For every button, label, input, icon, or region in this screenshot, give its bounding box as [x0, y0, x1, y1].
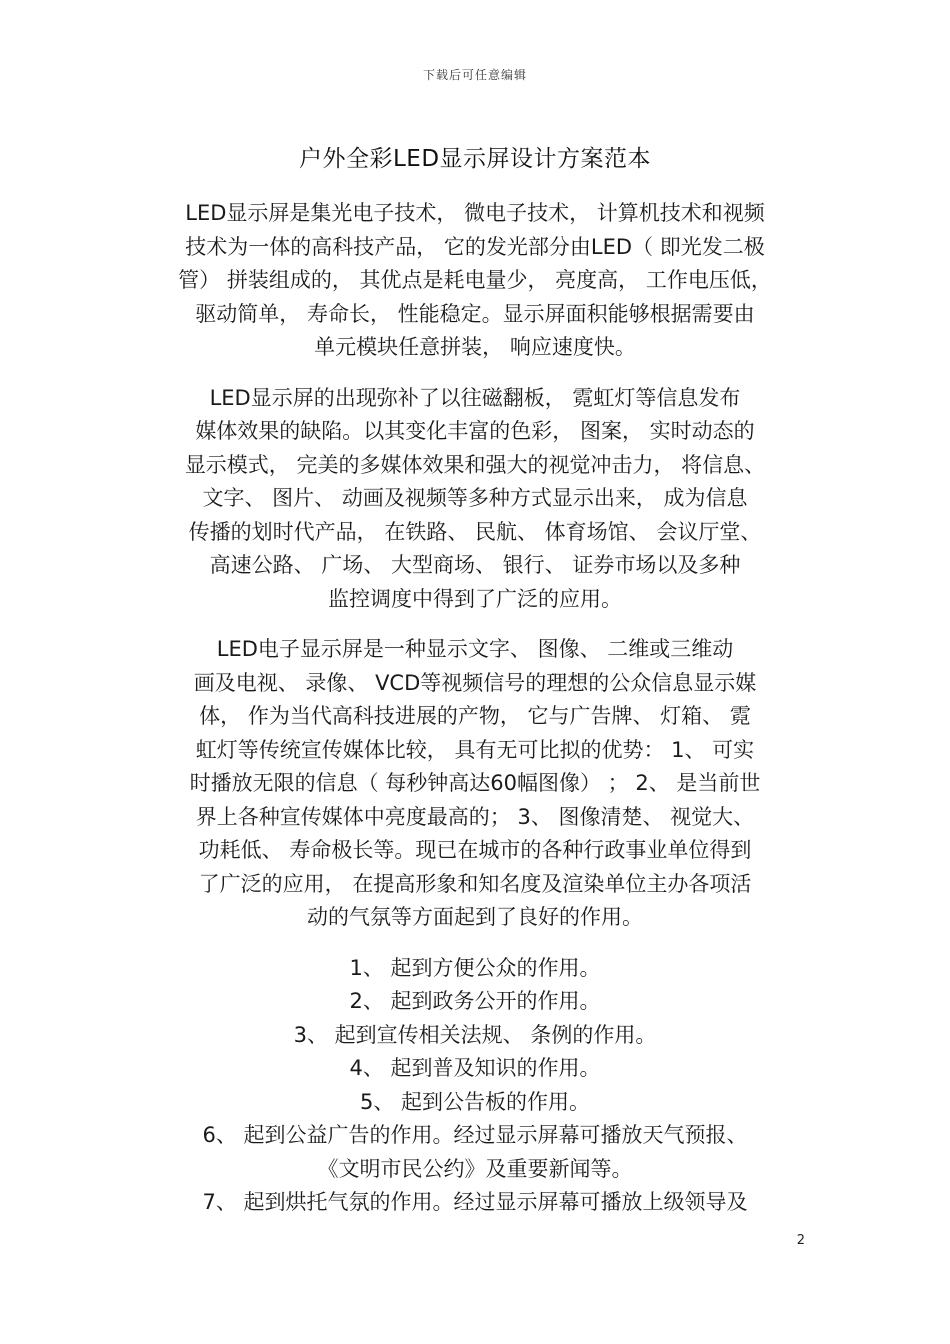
paragraph-line: 体， 作为当代高科技进展的产物， 它与广告牌、 灯箱、 霓	[199, 704, 751, 728]
list-item: 5、 起到公告板的作用。	[359, 1089, 591, 1114]
paragraph-line: 虹灯等传统宣传媒体比较， 具有无可比拟的优势： 1、 可实	[195, 737, 755, 762]
list-item: 《文明市民公约》及重要新闻等。	[317, 1156, 633, 1181]
list-item: 4、 起到普及知识的作用。	[349, 1056, 601, 1080]
paragraph-line: 技术为一体的高科技产品， 它的发光部分由LED（ 即光发二极	[185, 234, 765, 259]
list-item: 6、 起到公益广告的作用。经过显示屏幕可播放天气预报、	[202, 1123, 748, 1147]
paragraph-line: 高速公路、 广场、 大型商场、 银行、 证券市场以及多种	[209, 553, 741, 577]
header-note: 下载后可任意编辑	[422, 68, 527, 82]
paragraph-media	[160, 633, 790, 935]
paragraph-line: 动的气氛等方面起到了良好的作用。	[307, 905, 643, 929]
document-title: 户外全彩LED显示屏设计方案范本	[298, 146, 652, 172]
paragraph-line: 文字、 图片、 动画及视频等多种方式显示出来， 成为信息	[202, 486, 748, 510]
paragraph-line: 界上各种宣传媒体中亮度最高的； 3、 图像清楚、 视觉大、	[195, 804, 755, 829]
paragraph-line: 功耗低、 寿命极长等。现已在城市的各种行政事业单位得到	[198, 838, 752, 862]
paragraph-line: 管） 拼装组成的， 其优点是耗电量少， 亮度高， 工作电压低，	[178, 268, 772, 292]
paragraph-line: 监控调度中得到了广泛的应用。	[328, 586, 622, 611]
paragraph-line: 媒体效果的缺陷。以其变化丰富的色彩， 图案， 实时动态的	[195, 419, 755, 443]
paragraph-line: 画及电视、 录像、 VCD等视频信号的理想的公众信息显示媒	[193, 670, 757, 695]
paragraph-line: 单元模块任意拼装， 响应速度快。	[314, 335, 636, 359]
paragraph-line: 驱动简单， 寿命长， 性能稳定。显示屏面积能够根据需要由	[195, 301, 755, 326]
paragraph-line: 显示模式， 完美的多媒体效果和强大的视觉冲击力， 将信息、	[184, 452, 766, 477]
list-item: 2、 起到政务公开的作用。	[349, 989, 601, 1013]
paragraph-line: 了广泛的应用， 在提高形象和知名度及渲染单位主办各项活	[198, 871, 752, 896]
function-list	[160, 952, 790, 1220]
paragraph-intro	[160, 197, 790, 365]
document-body	[160, 197, 790, 1220]
paragraph-line: 传播的划时代产品， 在铁路、 民航、 体育场馆、 会议厅堂、	[188, 519, 762, 544]
list-item: 1、 起到方便公众的作用。	[349, 955, 601, 980]
paragraph-line: LED显示屏的出现弥补了以往磁翻板， 霓虹灯等信息发布	[209, 385, 741, 410]
list-item: 7、 起到烘托气氛的作用。经过显示屏幕可播放上级领导及	[202, 1190, 748, 1214]
paragraph-line: 时播放无限的信息（ 每秒钟高达60幅图像） ； 2、 是当前世	[189, 771, 761, 795]
paragraph-advantages	[160, 382, 790, 617]
list-item: 3、 起到宣传相关法规、 条例的作用。	[293, 1022, 657, 1047]
paragraph-line: LED显示屏是集光电子技术， 微电子技术， 计算机技术和视频	[185, 201, 765, 225]
paragraph-line: LED电子显示屏是一种显示文字、 图像、 二维或三维动	[216, 637, 734, 661]
page-number: 2	[796, 1233, 805, 1248]
